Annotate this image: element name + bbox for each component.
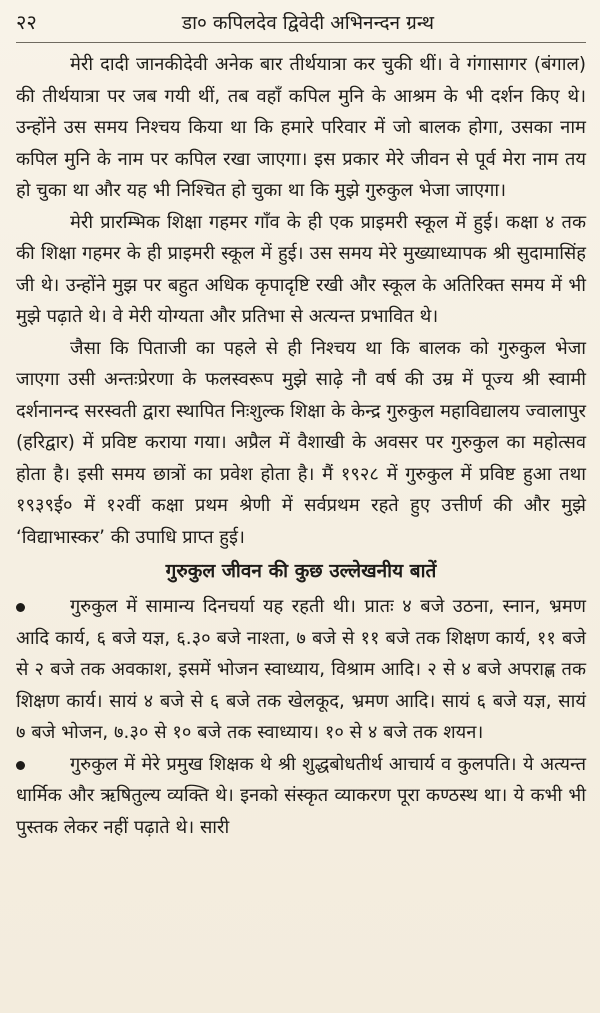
section-heading: गुरुकुल जीवन की कुछ उल्लेखनीय बातें <box>165 560 437 582</box>
bullet-text: गुरुकुल में मेरे प्रमुख शिक्षक थे श्री शुद्धबोधतीर्थ आचार्य व कुलपति। ये अत्यन्त धार्मिक और ऋषितुल्य व्यक्ति थे। इनको संस्कृत व्याकरण पूरा कण्ठस्थ था। ये कभी भी पुस्तक लेकर नहीं पढ़ाते थे। सारी <box>16 753 586 838</box>
page-header <box>16 8 586 43</box>
bullet-item-teachers <box>16 749 586 844</box>
bullet-item-daily-routine <box>16 591 586 749</box>
paragraph-gurukul-admission: जैसा कि पिताजी का पहले से ही निश्चय था कि बालक को गुरुकुल भेजा जाएगा उसी अन्तःप्रेरणा के फलस्वरूप मुझे साढ़े नौ वर्ष की उम्र में पूज्य श्री स्वामी दर्शनानन्द सरस्वती द्वारा स्थापित निःशुल्क शिक्षा के केन्द्र गुरुकुल महाविद्यालय ज्वालापुर (हरिद्वार) में प्रविष्ट कराया गया। अप्रैल में वैशाखी के अवसर पर गुरुकुल का महोत्सव होता है। इसी समय छात्रों का प्रवेश होता है। मैं १९२८ में गुरुकुल में प्रविष्ट हुआ तथा १९३९ई० में १२वीं कक्षा प्रथम श्रेणी में सर्वप्रथम रहते हुए उत्तीर्ण की और मुझे ‘विद्याभास्कर’ की उपाधि प्राप्त हुई। <box>16 337 586 548</box>
page-body <box>16 43 586 843</box>
bullet-text: गुरुकुल में सामान्य दिनचर्या यह रहती थी। प्रातः ४ बजे उठना, स्नान, भ्रमण आदि कार्य, ६ बजे यज्ञ, ६.३० बजे नाश्ता, ७ बजे से ११ बजे तक शिक्षण कार्य, ११ बजे से २ बजे तक अवकाश, इसमें भोजन स्वाध्याय, विश्राम आदि। २ से ४ बजे अपराह्ण तक शिक्षण कार्य। सायं ४ बजे से ६ बजे तक खेलकूद, भ्रमण आदि। सायं ६ बजे यज्ञ, सायं ७ बजे भोजन, ७.३० से १० बजे तक स्वाध्याय। १० से ४ बजे तक शयन। <box>16 596 586 743</box>
bullet-icon <box>16 603 25 612</box>
bullet-icon <box>16 761 25 770</box>
running-head: डा० कपिलदेव द्विवेदी अभिनन्दन ग्रन्थ <box>181 12 435 34</box>
paragraph-primary-education: मेरी प्रारम्भिक शिक्षा गहमर गाँव के ही एक प्राइमरी स्कूल में हुई। कक्षा ४ तक की शिक्षा गहमर के ही प्राइमरी स्कूल में हुई। उस समय मेरे मुख्याध्यापक श्री सुदामासिंह जी थे। उन्होंने मुझ पर बहुत अधिक कृपादृष्टि रखी और स्कूल के अतिरिक्त समय में भी मुझे पढ़ाते थे। वे मेरी योग्यता और प्रतिभा से अत्यन्त प्रभावित थे। <box>16 211 586 327</box>
paragraph-name-origin: मेरी दादी जानकीदेवी अनेक बार तीर्थयात्रा कर चुकी थीं। वे गंगासागर (बंगाल) की तीर्थयात्रा पर जब गयी थीं, तब वहाँ कपिल मुनि के आश्रम के भी दर्शन किए थे। उन्होंने उस समय निश्चय किया था कि हमारे परिवार में जो बालक होगा, उसका नाम कपिल मुनि के नाम पर कपिल रखा जाएगा। इस प्रकार मेरे जीवन से पूर्व मेरा नाम तय हो चुका था और यह भी निश्चित हो चुका था कि मुझे गुरुकुल भेजा जाएगा। <box>16 54 586 201</box>
page-number: २२ <box>16 10 37 34</box>
